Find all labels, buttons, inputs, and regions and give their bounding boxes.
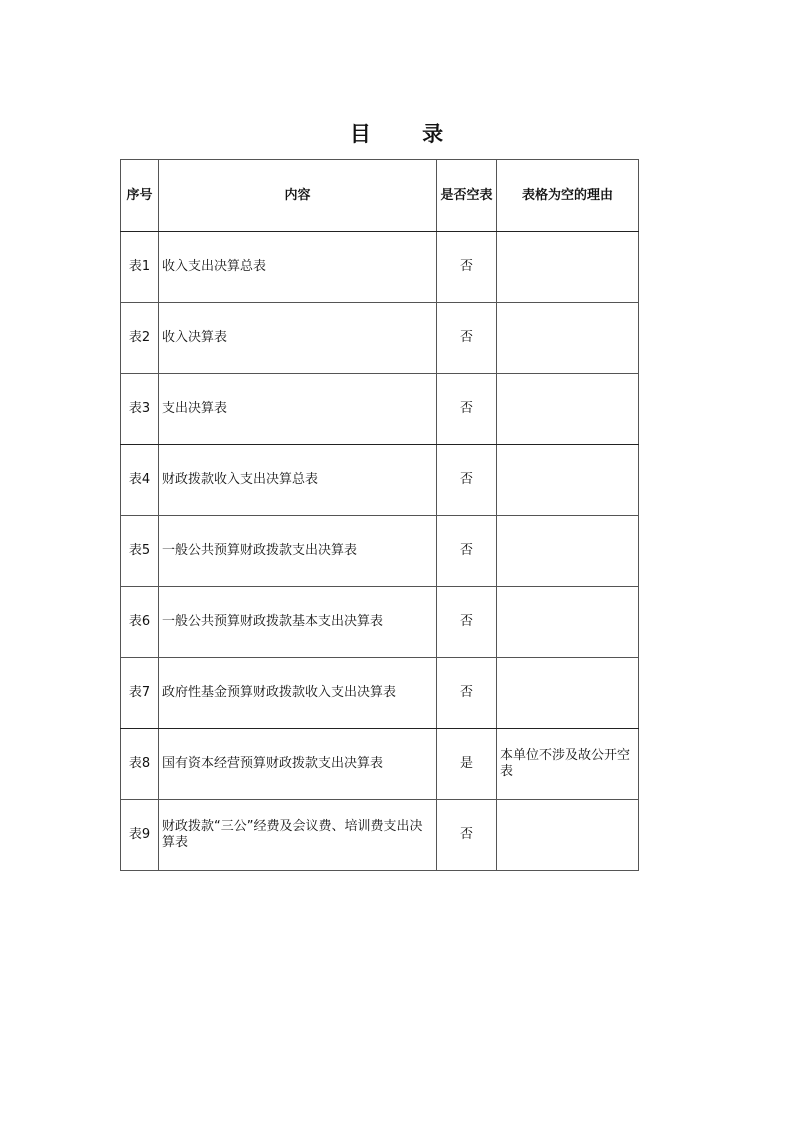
row-no: 表5 <box>121 516 159 587</box>
row-content: 政府性基金预算财政拨款收入支出决算表 <box>159 658 437 729</box>
row-no: 表3 <box>121 374 159 445</box>
page-title: 目 录 <box>349 122 466 146</box>
row-content: 财政拨款“三公”经费及会议费、培训费支出决算表 <box>159 800 437 871</box>
row-content: 国有资本经营预算财政拨款支出决算表 <box>159 729 437 800</box>
row-is-empty: 否 <box>437 232 497 303</box>
table-row <box>121 516 639 587</box>
table-row <box>121 800 639 871</box>
row-is-empty: 否 <box>437 516 497 587</box>
row-no: 表2 <box>121 303 159 374</box>
row-is-empty: 否 <box>437 658 497 729</box>
row-content: 收入决算表 <box>159 303 437 374</box>
row-content: 财政拨款收入支出决算总表 <box>159 445 437 516</box>
contents-table <box>120 159 639 871</box>
table-row <box>121 729 639 800</box>
row-no: 表4 <box>121 445 159 516</box>
row-reason <box>497 374 639 445</box>
row-is-empty: 否 <box>437 445 497 516</box>
header-row <box>121 160 639 232</box>
row-content: 一般公共预算财政拨款支出决算表 <box>159 516 437 587</box>
row-reason <box>497 516 639 587</box>
table-row <box>121 232 639 303</box>
row-reason <box>497 445 639 516</box>
row-no: 表1 <box>121 232 159 303</box>
row-content: 一般公共预算财政拨款基本支出决算表 <box>159 587 437 658</box>
row-no: 表6 <box>121 587 159 658</box>
row-is-empty: 否 <box>437 303 497 374</box>
row-is-empty: 否 <box>437 587 497 658</box>
row-reason: 本单位不涉及故公开空表 <box>497 729 639 800</box>
header-reason: 表格为空的理由 <box>497 160 639 232</box>
row-reason <box>497 232 639 303</box>
table-row <box>121 445 639 516</box>
row-reason <box>497 658 639 729</box>
table-row <box>121 303 639 374</box>
row-reason <box>497 303 639 374</box>
table-row <box>121 374 639 445</box>
table-row <box>121 587 639 658</box>
row-content: 收入支出决算总表 <box>159 232 437 303</box>
table-row <box>121 658 639 729</box>
row-content: 支出决算表 <box>159 374 437 445</box>
row-is-empty: 否 <box>437 800 497 871</box>
row-no: 表7 <box>121 658 159 729</box>
row-reason <box>497 587 639 658</box>
row-no: 表9 <box>121 800 159 871</box>
header-content: 内容 <box>159 160 437 232</box>
row-is-empty: 否 <box>437 374 497 445</box>
header-is-empty: 是否空表 <box>437 160 497 232</box>
row-no: 表8 <box>121 729 159 800</box>
row-is-empty: 是 <box>437 729 497 800</box>
header-no: 序号 <box>121 160 159 232</box>
row-reason <box>497 800 639 871</box>
